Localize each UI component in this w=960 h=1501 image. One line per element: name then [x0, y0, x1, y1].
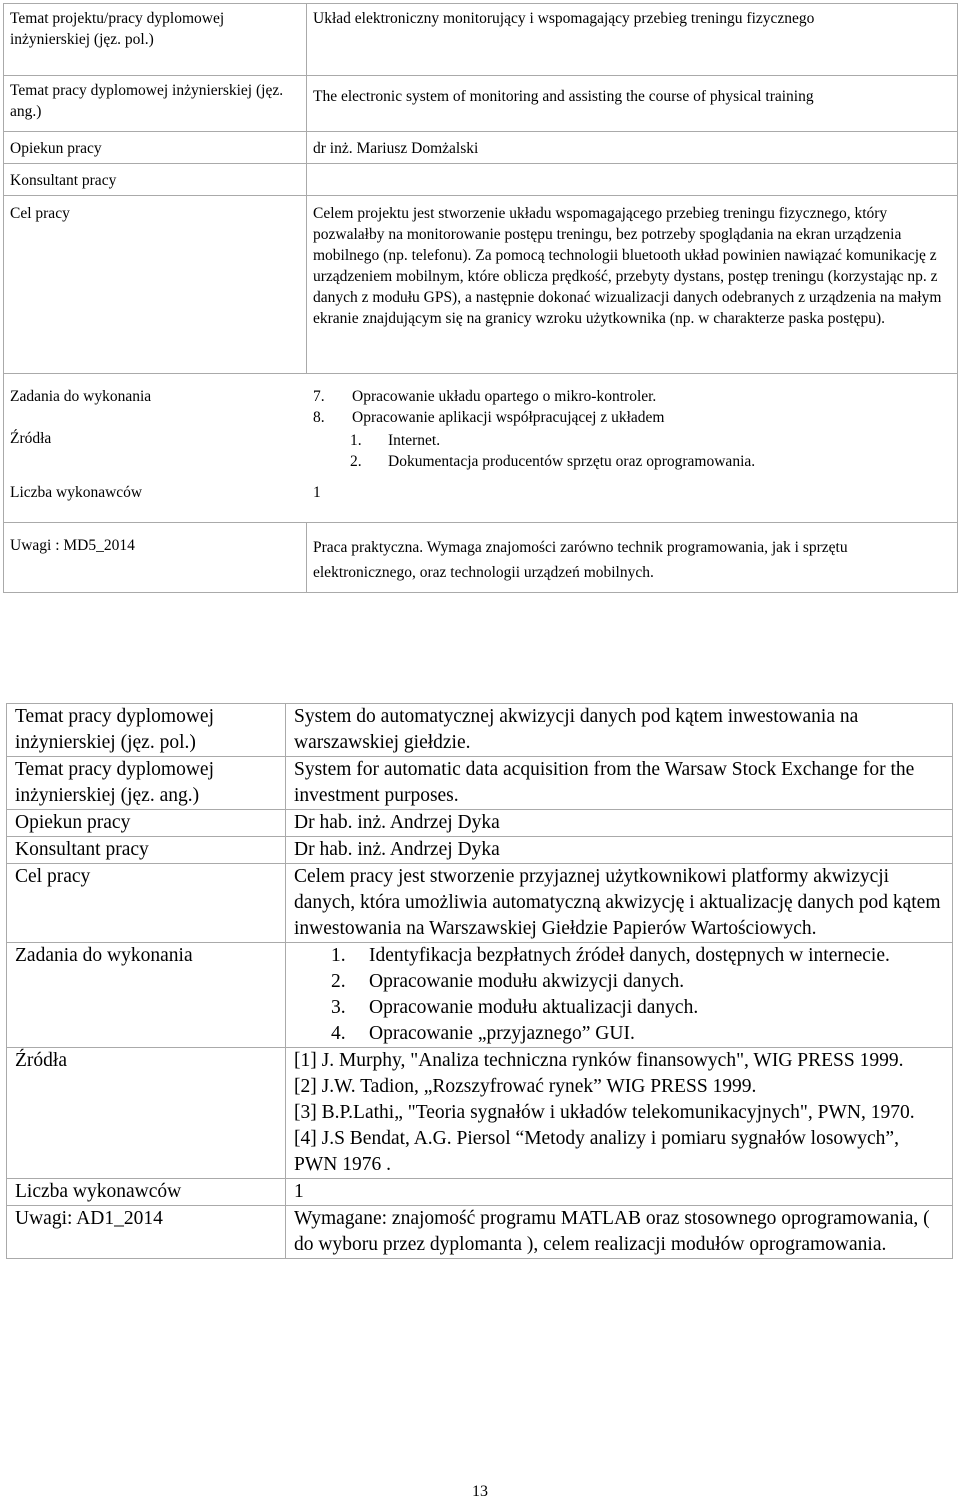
- tasks-label: Zadania do wykonania: [7, 943, 286, 1048]
- list-item: 4. Opracowanie „przyjaznego” GUI.: [331, 1023, 635, 1044]
- goal-value: Celem pracy jest stworzenie przyjaznej użytkownikowi platformy akwizycji danych, która umożliwia automatyczną akwizycję i aktualizację danych pod kątem inwestowania na Warszawskiej Giełdzie Papierów Wartościowych.: [286, 864, 953, 943]
- tasks-list: [294, 943, 944, 1047]
- goal-label: Cel pracy: [4, 196, 307, 374]
- topic-en-value: System for automatic data acquisition from the Warsaw Stock Exchange for the investment purposes.: [286, 757, 953, 810]
- supervisor-label: Opiekun pracy: [7, 810, 286, 837]
- topic-pl-label: Temat pracy dyplomowej inżynierskiej (jęz. pol.): [7, 704, 286, 757]
- topic-en-label: Temat pracy dyplomowej inżynierskiej (jęz. ang.): [7, 757, 286, 810]
- sources-label: Źródła: [10, 430, 52, 447]
- topic-pl-value: System do automatycznej akwizycji danych pod kątem inwestowania na warszawskiej giełdzie.: [286, 704, 953, 757]
- supervisor-value: Dr hab. inż. Andrzej Dyka: [286, 810, 953, 837]
- consultant-label: Konsultant pracy: [7, 837, 286, 864]
- topic-pl-label: Temat projektu/pracy dyplomowej inżynierskiej (jęz. pol.): [4, 4, 307, 76]
- list-item: 7. Opracowanie układu opartego o mikro-kontroler.: [313, 388, 657, 405]
- source-item: [3] B.P.Lathi„ "Teoria sygnałów i układów telekomunikacyjnych", PWN, 1970.: [294, 1102, 915, 1123]
- topic-en-value: The electronic system of monitoring and assisting the course of physical training: [307, 76, 958, 132]
- notes-label: Uwagi : MD5_2014: [4, 523, 307, 593]
- tasks-sources-block: [4, 374, 958, 523]
- goal-label: Cel pracy: [7, 864, 286, 943]
- topic-pl-value: Układ elektroniczny monitorujący i wspomagający przebieg treningu fizycznego: [307, 4, 958, 76]
- goal-value: Celem projektu jest stworzenie układu wspomagającego przebieg treningu fizycznego, który pozwalałby na monitorowanie postępu treningu, bez potrzeby spoglądania na ekran urządzenia mobilnego (np. telefonu). Za pomocą technologii bluetooth układ powinien nawiązać komunikację z urządzeniem mobilnym, które oblicza prędkość, przebyty dystans, postęp treningu (korzystając np. z danych z modułu GPS), a następnie dokonać wizualizacji danych odebranych z urządzenia na małym ekranie znajdującym się na granicy wzroku użytkownika (np. w charakterze paska postępu).: [307, 196, 958, 374]
- thesis-table-2: [6, 703, 953, 1259]
- tasks-list: [313, 386, 664, 428]
- page-number: 13: [472, 1483, 488, 1500]
- supervisor-label: Opiekun pracy: [4, 132, 307, 164]
- list-item: 2. Opracowanie modułu akwizycji danych.: [331, 971, 685, 992]
- supervisor-value: dr inż. Mariusz Domżalski: [307, 132, 958, 164]
- list-item: 3. Opracowanie modułu aktualizacji danych.: [331, 997, 699, 1018]
- tasks-cell: [286, 943, 953, 1048]
- source-item: [2] J.W. Tadion, „Rozszyfrować rynek” WIG PRESS 1999.: [294, 1076, 757, 1097]
- consultant-value: [307, 164, 958, 196]
- notes-value: Praca praktyczna. Wymaga znajomości zarówno technik programowania, jak i sprzętu elektronicznego, oraz technologii urządzeń mobilnych.: [307, 523, 958, 593]
- topic-en-label: Temat pracy dyplomowej inżynierskiej (jęz. ang.): [4, 76, 307, 132]
- source-item: [4] J.S Bendat, A.G. Piersol “Metody analizy i pomiaru sygnałów losowych”, PWN 1976 .: [294, 1128, 899, 1175]
- list-item: 8. Opracowanie aplikacji współpracującej z układem: [313, 409, 665, 426]
- count-value: 1: [286, 1179, 953, 1206]
- count-label: Liczba wykonawców: [10, 484, 143, 501]
- notes-label: Uwagi: AD1_2014: [7, 1206, 286, 1259]
- count-label: Liczba wykonawców: [7, 1179, 286, 1206]
- source-item: [1] J. Murphy, "Analiza techniczna rynków finansowych", WIG PRESS 1999.: [294, 1050, 904, 1071]
- sources-cell: [286, 1048, 953, 1179]
- list-item: 1. Identyfikacja bezpłatnych źródeł danych, dostępnych w internecie.: [331, 945, 890, 966]
- consultant-label: Konsultant pracy: [4, 164, 307, 196]
- tasks-label: Zadania do wykonania: [10, 388, 152, 405]
- sources-label: Źródła: [7, 1048, 286, 1179]
- sources-list: [350, 430, 755, 472]
- list-item: 2. Dokumentacja producentów sprzętu oraz oprogramowania.: [350, 453, 756, 470]
- notes-value: Wymagane: znajomość programu MATLAB oraz stosownego oprogramowania, ( do wyboru przez dyplomanta ), celem realizacji modułów oprogramowania.: [286, 1206, 953, 1259]
- consultant-value: Dr hab. inż. Andrzej Dyka: [286, 837, 953, 864]
- thesis-table-1: [3, 3, 958, 593]
- count-value: 1: [313, 484, 321, 501]
- list-item: 1. Internet.: [350, 432, 441, 449]
